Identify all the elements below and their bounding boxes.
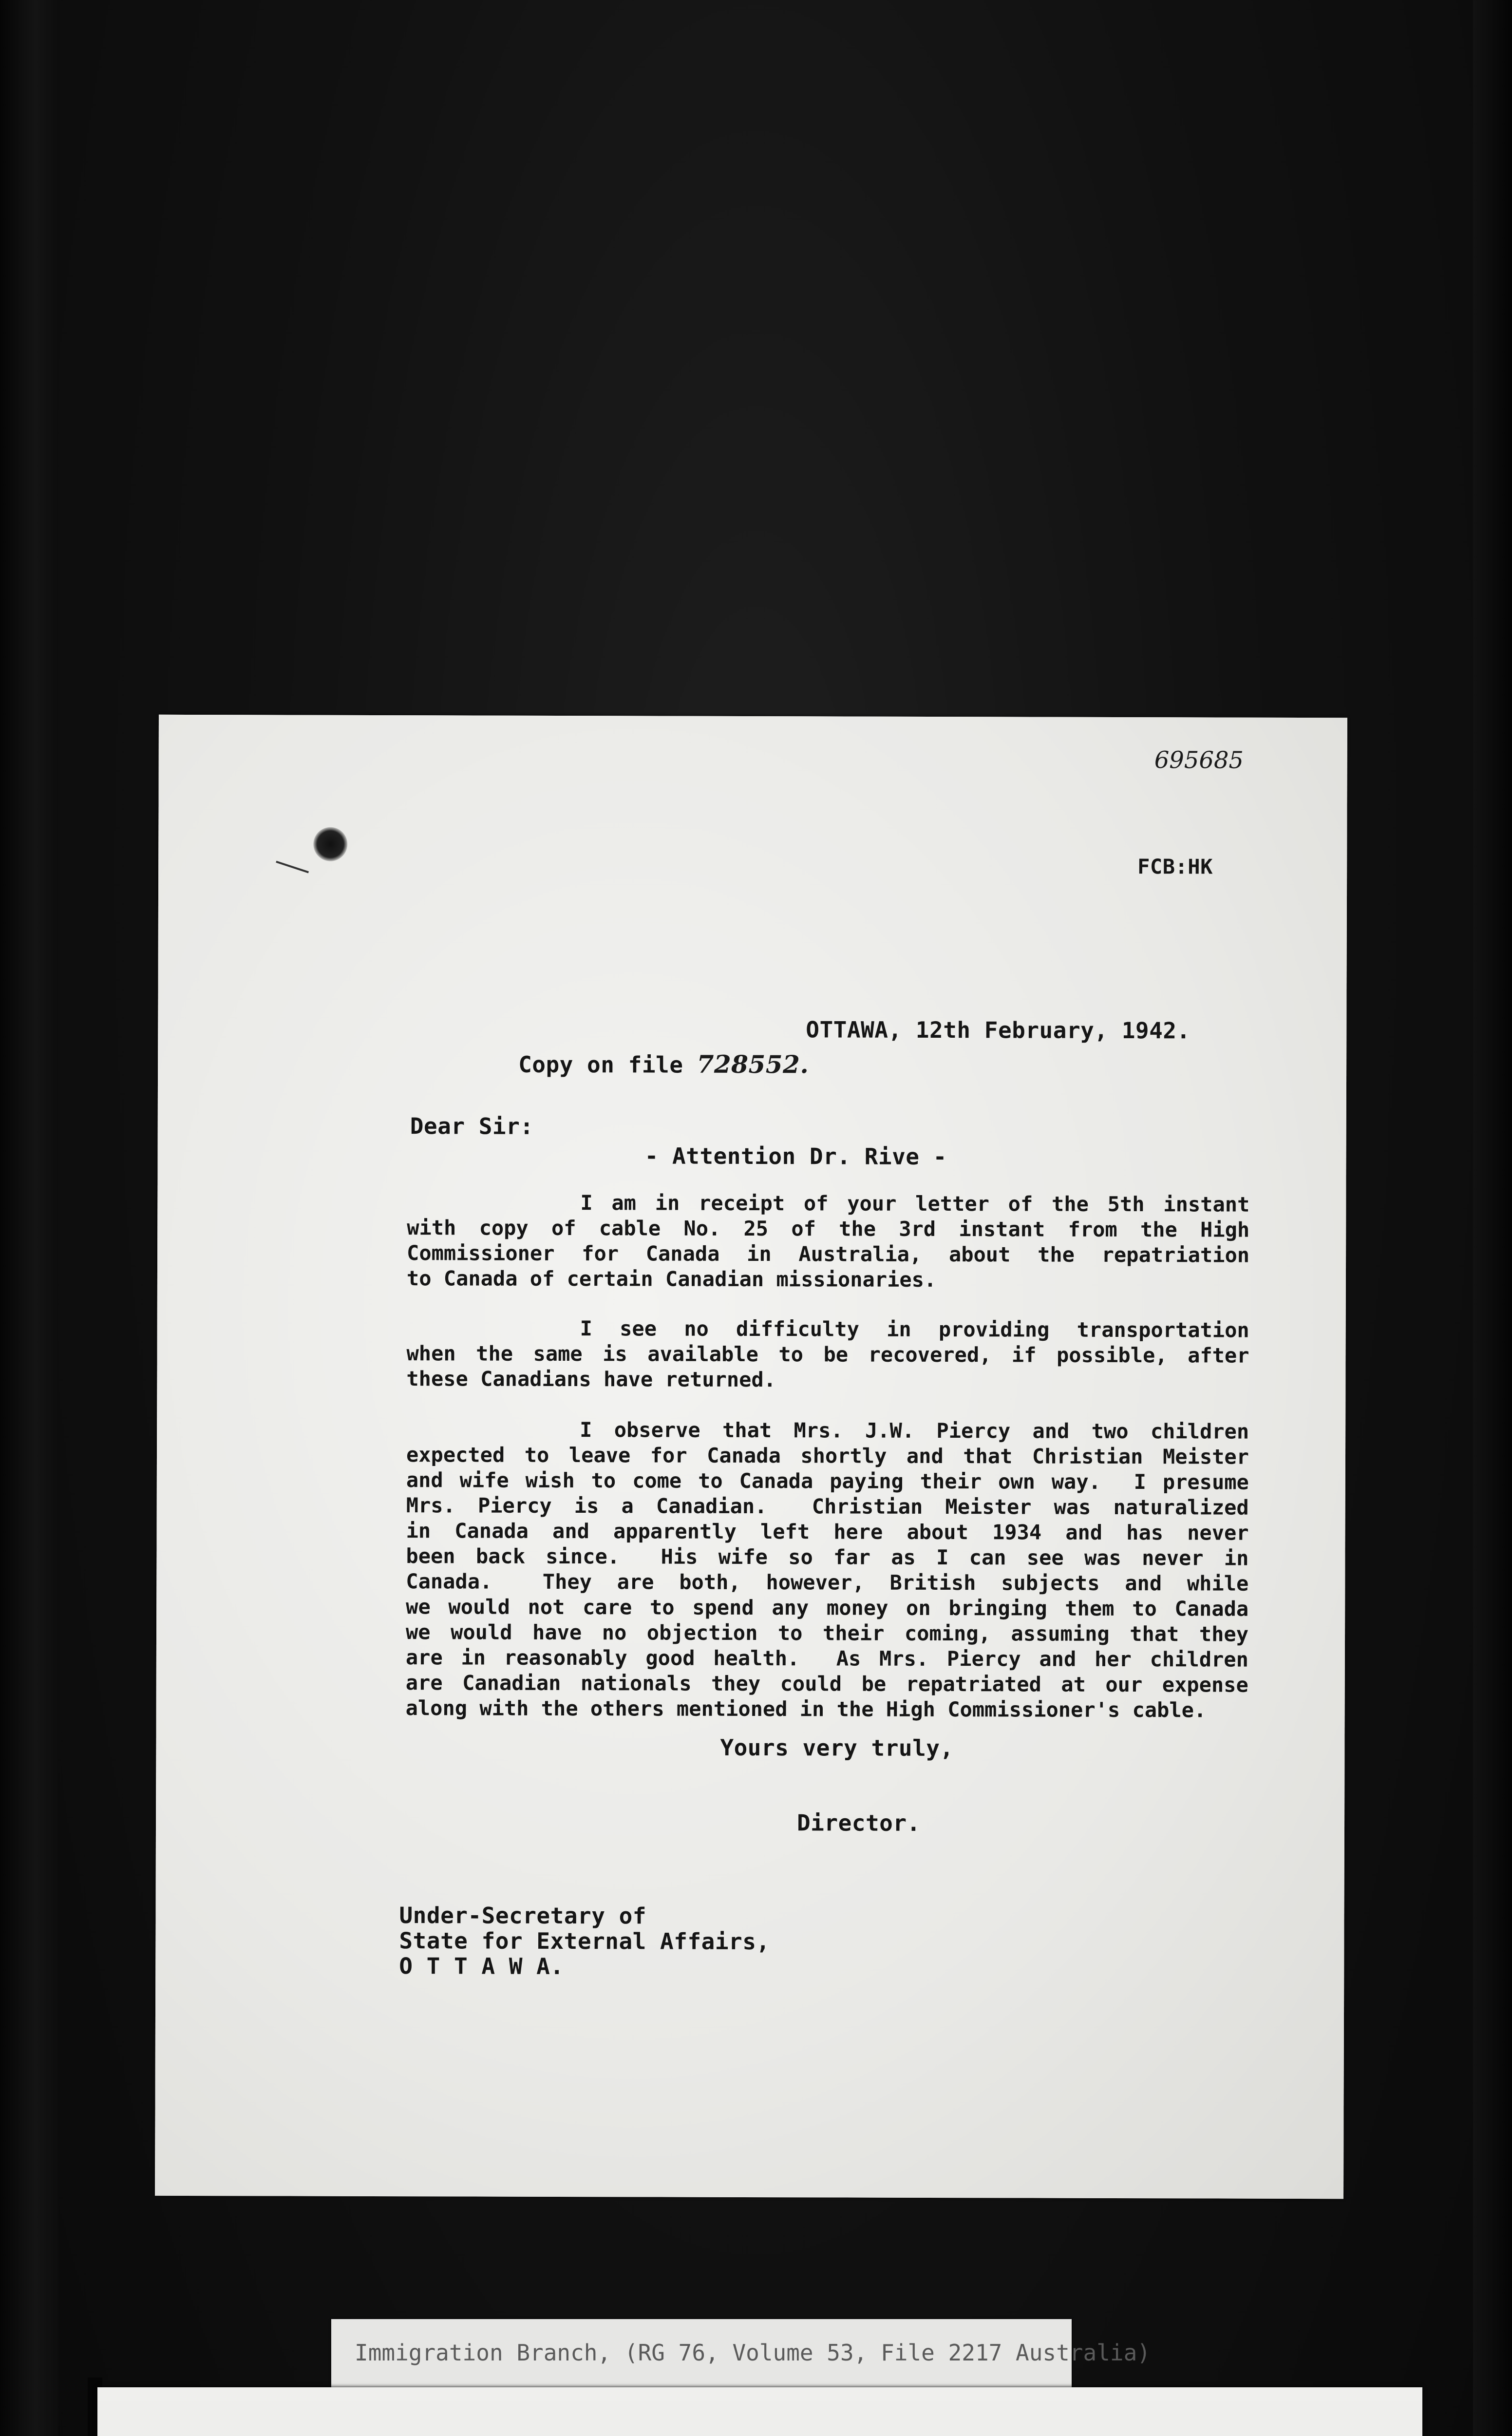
letter-page [155, 715, 1347, 2199]
paragraph-line: we would have no objection to their coming, assuming that they [405, 1620, 1249, 1646]
place-date: OTTAWA, 12th February, 1942. [806, 1016, 1191, 1044]
source-label [331, 2319, 1151, 2392]
paragraph-line: when the same is available to be recovered, if possible, after [406, 1341, 1249, 1368]
salutation: Dear Sir: [410, 1113, 534, 1140]
paragraph-receipt [407, 1190, 1250, 1294]
addressee-line: State for External Affairs, [399, 1927, 770, 1955]
paragraph-line: Mrs. Piercy is a Canadian. Christian Meister was naturalized [406, 1493, 1249, 1520]
paragraph-line: are Canadian nationals they could be repatriated at our expense [405, 1671, 1248, 1697]
paragraph-transportation [406, 1315, 1249, 1394]
paragraph-line: in Canada and apparently left here about 1934 and has never [406, 1519, 1249, 1545]
paragraph-line: I see no difficulty in providing transportation [580, 1316, 1249, 1342]
attention-line: - Attention Dr. Rive - [644, 1142, 947, 1170]
paragraph-observations [406, 1417, 1249, 1723]
archive-card [97, 2387, 1422, 2436]
paragraph-line: been back since. His wife so far as I can see was never in [406, 1544, 1249, 1570]
paragraph-line: these Canadians have returned. [406, 1367, 776, 1392]
initials-reference: FCB:HK [1137, 855, 1213, 879]
paragraph-line: along with the others mentioned in the High Commissioner's cable. [405, 1696, 1207, 1722]
paragraph-line: and wife wish to come to Canada paying their own way. I presume [406, 1468, 1249, 1494]
copy-note-prefix: Copy on file [518, 1051, 697, 1078]
signature-title: Director. [796, 1809, 921, 1836]
paragraph-line: expected to leave for Canada shortly and that Christian Meister [406, 1443, 1249, 1469]
paragraph-line: to Canada of certain Canadian missionaries. [406, 1266, 937, 1292]
copy-note [518, 1049, 809, 1079]
paragraph-line: we would not care to spend any money on bringing them to Canada [406, 1595, 1249, 1621]
paragraph-line: I observe that Mrs. J.W. Piercy and two children [580, 1418, 1249, 1444]
paragraph-line: Canada. They are both, however, British subjects and while [406, 1569, 1249, 1596]
paragraph-line: I am in receipt of your letter of the 5th instant [580, 1191, 1250, 1217]
paragraph-line: are in reasonably good health. As Mrs. Piercy and her children [405, 1645, 1248, 1672]
copy-note-number: 728552. [697, 1049, 809, 1079]
file-number: 695685 [1154, 746, 1244, 774]
film-edge-right [1473, 0, 1512, 2436]
closing: Yours very truly, [720, 1734, 954, 1762]
paragraph-line: with copy of cable No. 25 of the 3rd instant from the High [407, 1216, 1250, 1242]
film-edge-left [0, 0, 58, 2436]
addressee-line: Under-Secretary of [399, 1902, 647, 1929]
source-label-text: Immigration Branch, (RG 76, Volume 53, File 2217 Australia) [355, 2340, 1151, 2366]
pen-mark [276, 861, 309, 874]
paragraph-line: Commissioner for Canada in Australia, about the repatriation [407, 1241, 1250, 1267]
addressee-line: O T T A W A. [399, 1953, 564, 1979]
ink-blot [313, 827, 347, 861]
